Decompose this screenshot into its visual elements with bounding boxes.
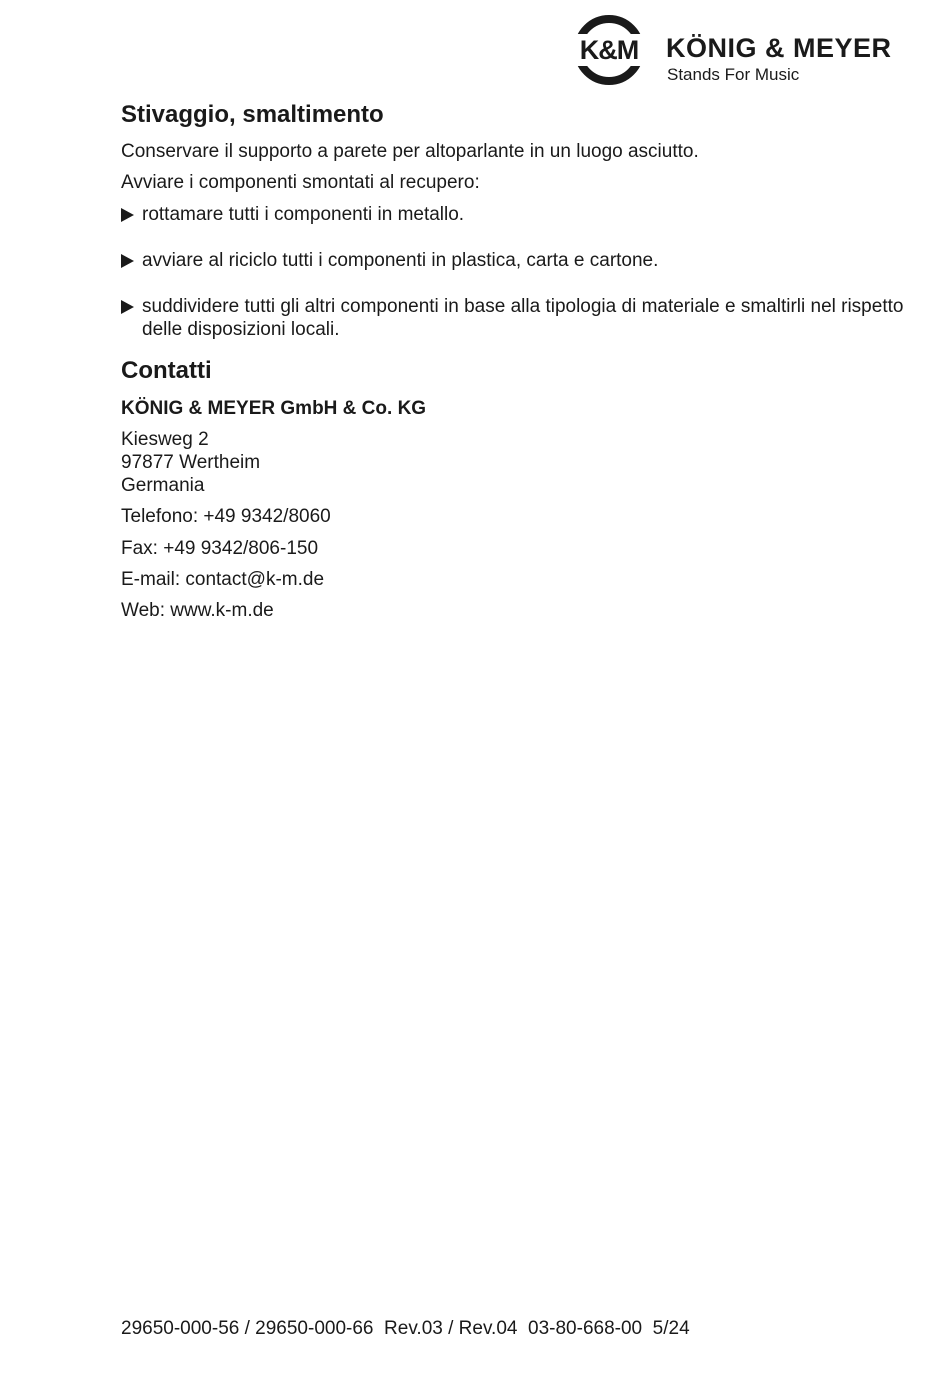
company-name: KÖNIG & MEYER GmbH & Co. KG — [121, 398, 427, 419]
brand-logo — [568, 14, 938, 86]
brand-tagline: Stands For Music — [667, 65, 800, 84]
storage-line-1: Conservare il supporto a parete per altoparlante in un luogo asciutto. — [121, 141, 699, 162]
document-footer: 29650-000-56 / 29650-000-66 Rev.03 / Rev.04 03-80-668-00 5/24 — [121, 1318, 690, 1339]
logo-mark-text: K&M — [568, 34, 650, 66]
storage-line-2: Avviare i componenti smontati al recupero: — [121, 172, 480, 193]
triangle-bullet-icon — [121, 300, 134, 314]
address-city: 97877 Wertheim — [121, 452, 261, 473]
phone-number: Telefono: +49 9342/8060 — [121, 506, 331, 527]
web-address: Web: www.k-m.de — [121, 600, 274, 621]
contacts-heading: Contatti — [121, 357, 212, 384]
email-address: E-mail: contact@k-m.de — [121, 569, 325, 590]
address-street: Kiesweg 2 — [121, 429, 209, 450]
fax-number: Fax: +49 9342/806-150 — [121, 538, 319, 559]
storage-heading: Stivaggio, smaltimento — [121, 101, 384, 128]
bullet-text: suddividere tutti gli altri componenti in base alla tipologia di materiale e smaltirli nel rispetto delle disposizioni locali. — [142, 296, 904, 340]
bullet-item — [121, 295, 921, 341]
triangle-bullet-icon — [121, 208, 134, 222]
triangle-bullet-icon — [121, 254, 134, 268]
bullet-text: avviare al riciclo tutti i componenti in plastica, carta e cartone. — [142, 250, 659, 271]
bullet-item — [121, 203, 921, 226]
brand-name: KÖNIG & MEYER — [666, 33, 892, 63]
address-country: Germania — [121, 475, 205, 496]
bullet-text: rottamare tutti i componenti in metallo. — [142, 204, 465, 225]
bullet-item — [121, 249, 921, 272]
